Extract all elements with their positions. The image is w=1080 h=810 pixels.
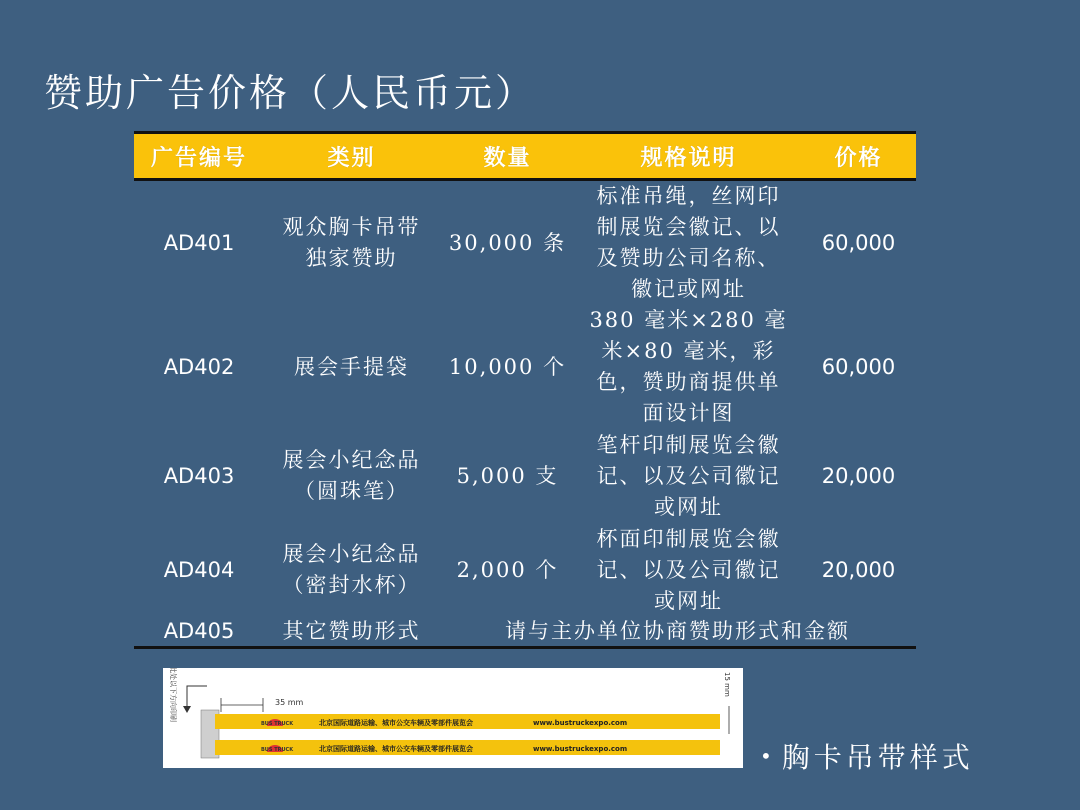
- col-header-category: 类别: [264, 133, 439, 180]
- cell-spec-line: 笔杆印制展览会徽: [596, 432, 781, 457]
- lanyard-strap-text-bottom: 北京国际道路运输、城市公交车辆及零部件展览会: [319, 745, 473, 753]
- cell-category: [264, 429, 439, 523]
- lanyard-diagram: [163, 668, 743, 768]
- lanyard-strap-text-top: 北京国际道路运输、城市公交车辆及零部件展览会: [319, 719, 473, 727]
- bullet-dot: •: [760, 744, 776, 768]
- cell-code: AD403: [163, 463, 235, 488]
- table-row: [134, 180, 916, 306]
- cell-category-line: 展会小纪念品: [282, 448, 421, 472]
- cell-code: AD401: [163, 230, 235, 255]
- cell-quantity: 5,000 支: [456, 463, 559, 488]
- lanyard-logo-bottom: [261, 745, 294, 753]
- cell-category: [264, 180, 439, 306]
- cell-price: 60,000: [821, 230, 896, 255]
- cell-spec: [576, 305, 801, 429]
- cell-spec: [576, 180, 801, 306]
- lanyard-url-text-top: www.bustruckexpo.com: [533, 719, 628, 727]
- cell-category: [264, 523, 439, 617]
- price-table: [134, 131, 916, 649]
- cell-category-line: 展会小纪念品: [282, 542, 421, 566]
- cell-note: 请与主办单位协商赞助形式和金额: [439, 617, 916, 647]
- cell-code: AD404: [163, 557, 235, 582]
- cell-spec-line: 米×80 毫米，彩: [601, 339, 776, 363]
- cell-spec-line: 记、以及公司徽记: [596, 463, 781, 488]
- cell-category: [264, 305, 439, 429]
- col-header-price: 价格: [801, 133, 916, 180]
- cell-price: 20,000: [821, 463, 896, 488]
- cell-spec-line: 380 毫米×280 毫: [589, 308, 788, 332]
- cell-price: 20,000: [821, 557, 896, 582]
- table-row: [134, 523, 916, 617]
- cell-code: AD405: [134, 617, 264, 647]
- table-row: [134, 429, 916, 523]
- cell-code: AD402: [163, 354, 235, 379]
- lanyard-height-label: 15 mm: [723, 672, 731, 697]
- page-title: 赞助广告价格（人民币元）: [44, 71, 537, 115]
- lanyard-width-label: 35 mm: [275, 698, 304, 707]
- lanyard-caption: [760, 736, 974, 776]
- table-header-row: [134, 133, 916, 180]
- cell-spec-line: 记、以及公司徽记: [596, 557, 781, 582]
- cell-category-line: （圆珠笔）: [294, 479, 409, 503]
- cell-spec-line: 或网址: [654, 494, 723, 519]
- cell-spec-line: 色，赞助商提供单: [596, 370, 781, 394]
- cell-category: 其它赞助形式: [264, 617, 439, 647]
- lanyard-url-text-bottom: www.bustruckexpo.com: [533, 745, 628, 753]
- cell-spec-line: 制展览会徽记、以: [596, 215, 781, 239]
- lanyard-sample-image: [163, 668, 743, 768]
- table-row: [134, 305, 916, 429]
- cell-spec-line: 面设计图: [642, 401, 735, 425]
- svg-text:BUS TRUCK: BUS TRUCK: [261, 721, 294, 727]
- table-row: [134, 617, 916, 647]
- cell-spec-line: 徽记或网址: [631, 277, 746, 301]
- cell-category-line: 观众胸卡吊带: [282, 215, 421, 239]
- cell-quantity: 2,000 个: [456, 557, 559, 582]
- cell-spec-line: 或网址: [654, 588, 723, 613]
- lanyard-caption-text: 胸卡吊带样式: [781, 741, 974, 774]
- cell-category-line: （密封水杯）: [282, 573, 421, 597]
- col-header-code: 广告编号: [134, 133, 264, 180]
- lanyard-side-label: 此处以下方向印刷: [169, 668, 177, 722]
- cell-spec: [576, 429, 801, 523]
- cell-spec-line: 标准吊绳，丝网印: [596, 184, 781, 208]
- cell-category-line: 独家赞助: [305, 246, 398, 270]
- lanyard-logo-top: [261, 719, 294, 727]
- cell-category-line: 展会手提袋: [294, 354, 409, 379]
- col-header-spec: 规格说明: [576, 133, 801, 180]
- col-header-quantity: 数量: [439, 133, 576, 180]
- cell-spec-line: 杯面印制展览会徽: [596, 526, 781, 551]
- cell-spec: [576, 523, 801, 617]
- cell-price: 60,000: [821, 354, 896, 379]
- svg-text:BUS TRUCK: BUS TRUCK: [261, 747, 294, 753]
- cell-quantity: 30,000 条: [448, 230, 567, 255]
- cell-quantity: 10,000 个: [448, 354, 567, 379]
- cell-spec-line: 及赞助公司名称、: [596, 246, 781, 270]
